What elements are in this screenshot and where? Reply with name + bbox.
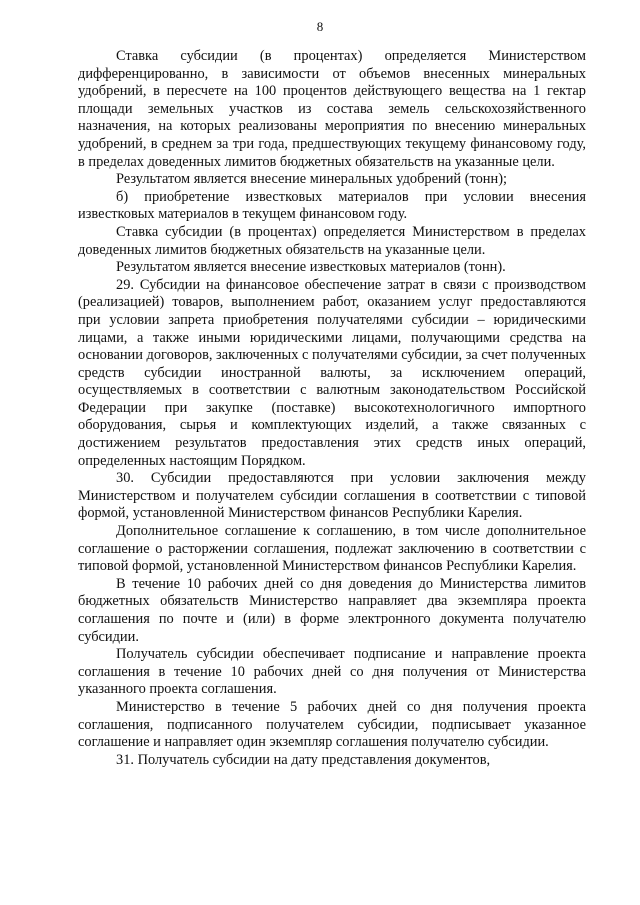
paragraph-ministry-signs: Министерство в течение 5 рабочих дней со дня получения проекта соглашения, подписанного получателем субсидии, подписывает указанное соглашение и направляет один экземпляр соглашения получателю субсидии. bbox=[78, 698, 586, 751]
paragraph-additional-agreement: Дополнительное соглашение к соглашению, в том числе дополнительное соглашение о расторжении соглашения, подлежат заключению в соответствии с типовой формой, установленной Министерством финансов Республики Карелия. bbox=[78, 523, 586, 575]
paragraph-subsidy-rate-lime: Ставка субсидии (в процентах) определяется Министерством в пределах доведенных лимитов бюджетных обязательств на указанные цели. bbox=[78, 223, 586, 258]
document-body bbox=[78, 48, 586, 769]
paragraph-item-30: 30. Субсидии предоставляются при условии заключения между Министерством и получателем субсидии соглашения в соответствии с типовой формой, установленной Министерством финансов Республики Карелия. bbox=[78, 470, 586, 522]
paragraph-result-mineral: Результатом является внесение минеральных удобрений (тонн); bbox=[116, 171, 507, 188]
paragraph-ministry-sends-draft: В течение 10 рабочих дней со дня доведения до Министерства лимитов бюджетных обязательств Министерство направляет два экземпляра проекта соглашения по почте и (или) в форме электронного документа получателю субсидии. bbox=[78, 575, 586, 645]
page-number: 8 bbox=[316, 19, 324, 34]
paragraph-item-29: 29. Субсидии на финансовое обеспечение затрат в связи с производством (реализацией) товаров, выполнением работ, оказанием услуг предоставляются при условии запрета приобретения получателями субсидии – юридическими лицами, а также иными юридическими лицами, получающими средства на основании договоров, заключенных с получателями субсидии, за счет полученных средств субсидии иностранной валюты, за исключением операций, осуществляемых в соответствии с валютным законодательством Российской Федерации при закупке (поставке) высокотехнологичного импортного оборудования, сырья и комплектующих изделий, а также связанных с достижением результатов предоставления этих средств иных операций, определенных настоящим Порядком. bbox=[78, 276, 586, 469]
paragraph-item-b-lime: б) приобретение известковых материалов при условии внесения известковых материалов в текущем финансовом году. bbox=[78, 188, 586, 223]
paragraph-subsidy-rate-mineral: Ставка субсидии (в процентах) определяется Министерством дифференцированно, в зависимости от объемов внесенных минеральных удобрений, в пересчете на 100 процентов действующего вещества на 1 гектар площади земельных участков из состава земель сельскохозяйственного назначения, на которых реализованы мероприятия по внесению минеральных удобрений, в среднем за три года, предшествующих текущему финансовому году, в пределах доведенных лимитов бюджетных обязательств на указанные цели. bbox=[78, 48, 586, 170]
paragraph-item-31: 31. Получатель субсидии на дату представления документов, bbox=[116, 751, 491, 768]
paragraph-recipient-signs: Получатель субсидии обеспечивает подписание и направление проекта соглашения в течение 10 рабочих дней со дня получения от Министерства указанного проекта соглашения. bbox=[78, 646, 586, 698]
paragraph-result-lime: Результатом является внесение известковых материалов (тонн). bbox=[116, 259, 506, 276]
